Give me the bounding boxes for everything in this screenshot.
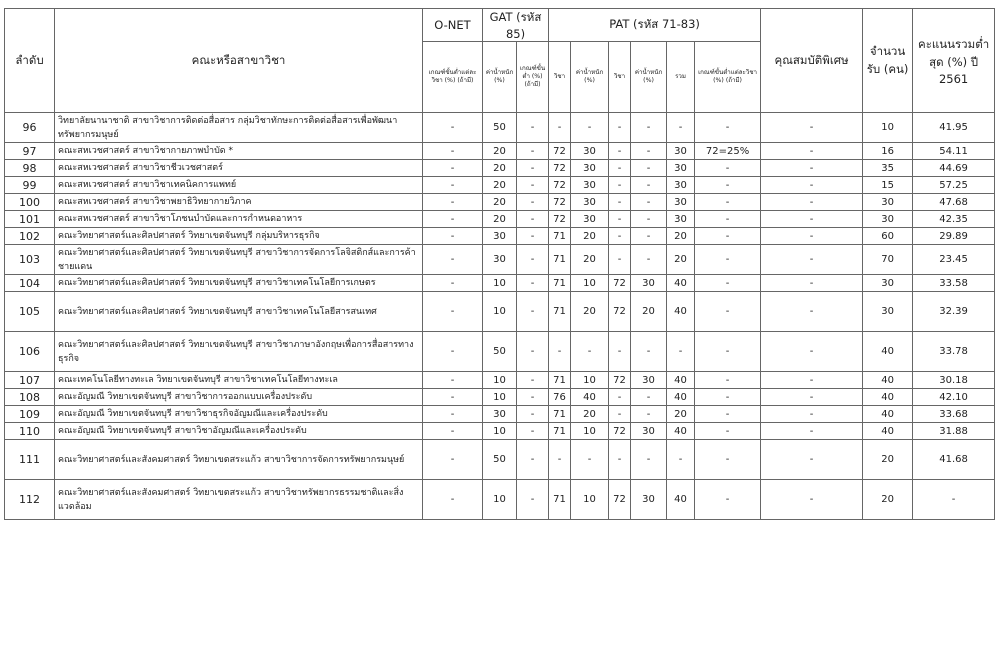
min-score-cell: 23.45 (913, 245, 995, 275)
order-cell: 100 (5, 194, 55, 211)
seats-cell: 40 (863, 423, 913, 440)
pat-subject-2-cell: - (609, 440, 631, 480)
table-row (5, 389, 995, 406)
gat-weight-cell: 10 (483, 423, 517, 440)
table-row (5, 245, 995, 275)
gat-weight-cell: 10 (483, 480, 517, 520)
header-pat: PAT (รหัส 71-83) (549, 9, 761, 42)
special-cell: - (761, 194, 863, 211)
gat-weight-cell: 50 (483, 332, 517, 372)
gat-min-cell: - (517, 292, 549, 332)
header-pat-min: เกณฑ์ขั้นต่ำแต่ละวิชา (%) (ถ้ามี) (695, 42, 761, 113)
special-cell: - (761, 440, 863, 480)
min-score-cell: 29.89 (913, 228, 995, 245)
gat-min-cell: - (517, 480, 549, 520)
order-cell: 108 (5, 389, 55, 406)
pat-weight-1-cell: 30 (571, 160, 609, 177)
pat-weight-1-cell: - (571, 332, 609, 372)
pat-weight-2-cell: - (631, 245, 667, 275)
table-row (5, 440, 995, 480)
header-gat-min: เกณฑ์ขั้นต่ำ (%) (ถ้ามี) (517, 42, 549, 113)
pat-weight-1-cell: 30 (571, 194, 609, 211)
seats-cell: 40 (863, 372, 913, 389)
order-cell: 112 (5, 480, 55, 520)
seats-cell: 35 (863, 160, 913, 177)
pat-weight-2-cell: - (631, 113, 667, 143)
order-cell: 109 (5, 406, 55, 423)
onet-min-cell: - (423, 480, 483, 520)
onet-min-cell: - (423, 332, 483, 372)
pat-subject-1-cell: 71 (549, 423, 571, 440)
pat-min-cell: - (695, 480, 761, 520)
program-cell: คณะวิทยาศาสตร์และศิลปศาสตร์ วิทยาเขตจันทบุรี กลุ่มบริหารธุรกิจ (55, 228, 423, 245)
table-row (5, 177, 995, 194)
gat-min-cell: - (517, 211, 549, 228)
pat-weight-2-cell: 30 (631, 480, 667, 520)
onet-min-cell: - (423, 211, 483, 228)
table-row (5, 143, 995, 160)
pat-weight-1-cell: 10 (571, 423, 609, 440)
pat-subject-2-cell: 72 (609, 480, 631, 520)
seats-cell: 15 (863, 177, 913, 194)
pat-weight-2-cell: - (631, 211, 667, 228)
header-gat-weight: ค่าน้ำหนัก (%) (483, 42, 517, 113)
special-cell: - (761, 160, 863, 177)
pat-total-cell: 30 (667, 211, 695, 228)
program-cell: คณะสหเวชศาสตร์ สาขาวิชาชีวเวชศาสตร์ (55, 160, 423, 177)
pat-weight-1-cell: 20 (571, 292, 609, 332)
min-score-cell: 30.18 (913, 372, 995, 389)
pat-subject-2-cell: - (609, 194, 631, 211)
table-row (5, 423, 995, 440)
pat-weight-1-cell: 10 (571, 372, 609, 389)
gat-min-cell: - (517, 389, 549, 406)
program-cell: คณะวิทยาศาสตร์และศิลปศาสตร์ วิทยาเขตจันทบุรี สาขาวิชาการจัดการโลจิสติกส์และการค้าชายแดน (55, 245, 423, 275)
min-score-cell: 44.69 (913, 160, 995, 177)
onet-min-cell: - (423, 423, 483, 440)
seats-cell: 70 (863, 245, 913, 275)
pat-subject-1-cell: 72 (549, 194, 571, 211)
gat-weight-cell: 30 (483, 245, 517, 275)
order-cell: 99 (5, 177, 55, 194)
program-cell: คณะสหเวชศาสตร์ สาขาวิชาพยาธิวิทยากายวิภาค (55, 194, 423, 211)
header-faculty: คณะหรือสาขาวิชา (55, 9, 423, 113)
pat-weight-2-cell: - (631, 332, 667, 372)
gat-min-cell: - (517, 160, 549, 177)
gat-min-cell: - (517, 113, 549, 143)
pat-subject-2-cell: 72 (609, 275, 631, 292)
table-row (5, 113, 995, 143)
header-seats: จำนวนรับ (คน) (863, 9, 913, 113)
order-cell: 111 (5, 440, 55, 480)
gat-min-cell: - (517, 332, 549, 372)
order-cell: 106 (5, 332, 55, 372)
seats-cell: 10 (863, 113, 913, 143)
special-cell: - (761, 177, 863, 194)
table-row (5, 160, 995, 177)
gat-min-cell: - (517, 143, 549, 160)
pat-weight-1-cell: 30 (571, 177, 609, 194)
special-cell: - (761, 228, 863, 245)
header-pat-total: รวม (667, 42, 695, 113)
pat-subject-2-cell: - (609, 143, 631, 160)
pat-total-cell: - (667, 440, 695, 480)
pat-subject-2-cell: 72 (609, 292, 631, 332)
seats-cell: 16 (863, 143, 913, 160)
pat-subject-1-cell: 72 (549, 143, 571, 160)
pat-subject-2-cell: - (609, 406, 631, 423)
pat-subject-1-cell: 76 (549, 389, 571, 406)
pat-min-cell: - (695, 113, 761, 143)
program-cell: คณะวิทยาศาสตร์และสังคมศาสตร์ วิทยาเขตสระแก้ว สาขาวิชาทรัพยากรธรรมชาติและสิ่งแวดล้อม (55, 480, 423, 520)
min-score-cell: - (913, 480, 995, 520)
gat-weight-cell: 20 (483, 177, 517, 194)
gat-weight-cell: 10 (483, 275, 517, 292)
pat-min-cell: - (695, 423, 761, 440)
min-score-cell: 41.68 (913, 440, 995, 480)
program-cell: คณะเทคโนโลยีทางทะเล วิทยาเขตจันทบุรี สาขาวิชาเทคโนโลยีทางทะเล (55, 372, 423, 389)
onet-min-cell: - (423, 194, 483, 211)
pat-subject-1-cell: 71 (549, 292, 571, 332)
header-pat-subject-2: วิชา (609, 42, 631, 113)
gat-min-cell: - (517, 245, 549, 275)
table-row (5, 480, 995, 520)
header-pat-subject-1: วิชา (549, 42, 571, 113)
seats-cell: 30 (863, 275, 913, 292)
onet-min-cell: - (423, 372, 483, 389)
pat-weight-1-cell: - (571, 113, 609, 143)
min-score-cell: 41.95 (913, 113, 995, 143)
gat-weight-cell: 30 (483, 406, 517, 423)
table-row (5, 372, 995, 389)
pat-weight-1-cell: - (571, 440, 609, 480)
pat-total-cell: 40 (667, 389, 695, 406)
onet-min-cell: - (423, 406, 483, 423)
gat-weight-cell: 10 (483, 292, 517, 332)
pat-subject-2-cell: - (609, 177, 631, 194)
program-cell: คณะวิทยาศาสตร์และศิลปศาสตร์ วิทยาเขตจันทบุรี สาขาวิชาเทคโนโลยีสารสนเทศ (55, 292, 423, 332)
min-score-cell: 42.10 (913, 389, 995, 406)
order-cell: 110 (5, 423, 55, 440)
gat-min-cell: - (517, 194, 549, 211)
pat-total-cell: 40 (667, 372, 695, 389)
header-gat: GAT (รหัส 85) (483, 9, 549, 42)
onet-min-cell: - (423, 292, 483, 332)
pat-subject-1-cell: 72 (549, 160, 571, 177)
pat-total-cell: 30 (667, 143, 695, 160)
program-cell: คณะสหเวชศาสตร์ สาขาวิชาเทคนิคการแพทย์ (55, 177, 423, 194)
order-cell: 96 (5, 113, 55, 143)
pat-min-cell: - (695, 292, 761, 332)
program-cell: คณะวิทยาศาสตร์และศิลปศาสตร์ วิทยาเขตจันทบุรี สาขาวิชาเทคโนโลยีการเกษตร (55, 275, 423, 292)
gat-min-cell: - (517, 228, 549, 245)
pat-min-cell: - (695, 440, 761, 480)
min-score-cell: 33.68 (913, 406, 995, 423)
pat-min-cell: - (695, 245, 761, 275)
order-cell: 97 (5, 143, 55, 160)
pat-subject-2-cell: - (609, 160, 631, 177)
program-cell: คณะอัญมณี วิทยาเขตจันทบุรี สาขาวิชาธุรกิจอัญมณีและเครื่องประดับ (55, 406, 423, 423)
pat-min-cell: - (695, 332, 761, 372)
gat-min-cell: - (517, 177, 549, 194)
header-pat-weight-2: ค่าน้ำหนัก (%) (631, 42, 667, 113)
pat-weight-2-cell: - (631, 440, 667, 480)
pat-subject-2-cell: - (609, 211, 631, 228)
pat-min-cell: - (695, 177, 761, 194)
seats-cell: 20 (863, 480, 913, 520)
min-score-cell: 33.78 (913, 332, 995, 372)
min-score-cell: 31.88 (913, 423, 995, 440)
table-header (5, 9, 995, 113)
min-score-cell: 42.35 (913, 211, 995, 228)
gat-min-cell: - (517, 275, 549, 292)
table-body (5, 113, 995, 520)
min-score-cell: 32.39 (913, 292, 995, 332)
pat-total-cell: 30 (667, 160, 695, 177)
pat-weight-1-cell: 20 (571, 228, 609, 245)
pat-subject-1-cell: - (549, 440, 571, 480)
special-cell: - (761, 113, 863, 143)
special-cell: - (761, 372, 863, 389)
pat-subject-1-cell: 71 (549, 480, 571, 520)
table-row (5, 194, 995, 211)
special-cell: - (761, 143, 863, 160)
program-cell: คณะสหเวชศาสตร์ สาขาวิชาโภชนบำบัดและการกำหนดอาหาร (55, 211, 423, 228)
special-cell: - (761, 292, 863, 332)
gat-weight-cell: 30 (483, 228, 517, 245)
pat-min-cell: - (695, 389, 761, 406)
pat-subject-2-cell: - (609, 245, 631, 275)
special-cell: - (761, 332, 863, 372)
pat-subject-1-cell: 72 (549, 177, 571, 194)
pat-weight-2-cell: - (631, 406, 667, 423)
onet-min-cell: - (423, 245, 483, 275)
pat-subject-2-cell: - (609, 113, 631, 143)
onet-min-cell: - (423, 113, 483, 143)
pat-subject-1-cell: 71 (549, 372, 571, 389)
onet-min-cell: - (423, 228, 483, 245)
pat-total-cell: 20 (667, 245, 695, 275)
pat-weight-2-cell: - (631, 177, 667, 194)
special-cell: - (761, 406, 863, 423)
special-cell: - (761, 423, 863, 440)
order-cell: 103 (5, 245, 55, 275)
pat-weight-2-cell: 30 (631, 423, 667, 440)
pat-subject-1-cell: 71 (549, 245, 571, 275)
order-cell: 105 (5, 292, 55, 332)
gat-weight-cell: 10 (483, 389, 517, 406)
pat-subject-1-cell: 72 (549, 211, 571, 228)
table-row (5, 406, 995, 423)
header-onet-min: เกณฑ์ขั้นต่ำแต่ละวิชา (%) (ถ้ามี) (423, 42, 483, 113)
pat-subject-1-cell: 71 (549, 228, 571, 245)
table-row (5, 211, 995, 228)
order-cell: 104 (5, 275, 55, 292)
seats-cell: 40 (863, 332, 913, 372)
gat-min-cell: - (517, 406, 549, 423)
pat-min-cell: - (695, 275, 761, 292)
pat-total-cell: 40 (667, 275, 695, 292)
header-order: ลำดับ (5, 9, 55, 113)
pat-weight-2-cell: - (631, 194, 667, 211)
seats-cell: 20 (863, 440, 913, 480)
pat-total-cell: - (667, 332, 695, 372)
pat-min-cell: - (695, 211, 761, 228)
onet-min-cell: - (423, 275, 483, 292)
gat-min-cell: - (517, 440, 549, 480)
admission-table-page (4, 8, 994, 520)
gat-weight-cell: 20 (483, 194, 517, 211)
pat-weight-1-cell: 20 (571, 406, 609, 423)
seats-cell: 30 (863, 292, 913, 332)
pat-subject-2-cell: - (609, 228, 631, 245)
pat-weight-2-cell: 30 (631, 275, 667, 292)
pat-total-cell: - (667, 113, 695, 143)
header-pat-weight-1: ค่าน้ำหนัก (%) (571, 42, 609, 113)
pat-total-cell: 30 (667, 194, 695, 211)
order-cell: 101 (5, 211, 55, 228)
gat-weight-cell: 50 (483, 440, 517, 480)
program-cell: คณะวิทยาศาสตร์และสังคมศาสตร์ วิทยาเขตสระแก้ว สาขาวิชาการจัดการทรัพยากรมนุษย์ (55, 440, 423, 480)
gat-weight-cell: 10 (483, 372, 517, 389)
pat-subject-2-cell: - (609, 389, 631, 406)
pat-weight-1-cell: 10 (571, 480, 609, 520)
order-cell: 102 (5, 228, 55, 245)
pat-min-cell: 72=25% (695, 143, 761, 160)
program-cell: คณะอัญมณี วิทยาเขตจันทบุรี สาขาวิชาการออกแบบเครื่องประดับ (55, 389, 423, 406)
pat-weight-1-cell: 10 (571, 275, 609, 292)
special-cell: - (761, 275, 863, 292)
pat-weight-2-cell: - (631, 228, 667, 245)
gat-weight-cell: 20 (483, 143, 517, 160)
order-cell: 107 (5, 372, 55, 389)
pat-weight-2-cell: 30 (631, 372, 667, 389)
program-cell: วิทยาลัยนานาชาติ สาขาวิชาการติดต่อสื่อสาร กลุ่มวิชาทักษะการติดต่อสื่อสารเพื่อพัฒนาทรัพยากรมนุษย์ (55, 113, 423, 143)
seats-cell: 40 (863, 406, 913, 423)
pat-subject-2-cell: 72 (609, 423, 631, 440)
pat-min-cell: - (695, 194, 761, 211)
table-row (5, 275, 995, 292)
seats-cell: 30 (863, 194, 913, 211)
program-cell: คณะอัญมณี วิทยาเขตจันทบุรี สาขาวิชาอัญมณีและเครื่องประดับ (55, 423, 423, 440)
seats-cell: 60 (863, 228, 913, 245)
table-row (5, 292, 995, 332)
admission-criteria-table (4, 8, 995, 520)
min-score-cell: 33.58 (913, 275, 995, 292)
pat-total-cell: 40 (667, 292, 695, 332)
table-row (5, 228, 995, 245)
pat-weight-1-cell: 30 (571, 143, 609, 160)
gat-weight-cell: 20 (483, 211, 517, 228)
header-onet: O-NET (423, 9, 483, 42)
pat-total-cell: 20 (667, 228, 695, 245)
gat-min-cell: - (517, 372, 549, 389)
special-cell: - (761, 389, 863, 406)
min-score-cell: 54.11 (913, 143, 995, 160)
order-cell: 98 (5, 160, 55, 177)
pat-subject-1-cell: - (549, 113, 571, 143)
header-min-score: คะแนนรวมต่ำสุด (%) ปี 2561 (913, 9, 995, 113)
pat-weight-1-cell: 30 (571, 211, 609, 228)
special-cell: - (761, 211, 863, 228)
pat-subject-1-cell: 71 (549, 275, 571, 292)
pat-weight-2-cell: - (631, 143, 667, 160)
pat-weight-2-cell: - (631, 160, 667, 177)
seats-cell: 30 (863, 211, 913, 228)
pat-weight-1-cell: 20 (571, 245, 609, 275)
program-cell: คณะวิทยาศาสตร์และศิลปศาสตร์ วิทยาเขตจันทบุรี สาขาวิชาภาษาอังกฤษเพื่อการสื่อสารทางธุรกิจ (55, 332, 423, 372)
special-cell: - (761, 480, 863, 520)
onet-min-cell: - (423, 177, 483, 194)
seats-cell: 40 (863, 389, 913, 406)
min-score-cell: 47.68 (913, 194, 995, 211)
pat-weight-2-cell: 20 (631, 292, 667, 332)
pat-total-cell: 30 (667, 177, 695, 194)
pat-weight-1-cell: 40 (571, 389, 609, 406)
pat-subject-2-cell: 72 (609, 372, 631, 389)
onet-min-cell: - (423, 160, 483, 177)
pat-weight-2-cell: - (631, 389, 667, 406)
pat-subject-2-cell: - (609, 332, 631, 372)
header-special: คุณสมบัติพิเศษ (761, 9, 863, 113)
pat-min-cell: - (695, 372, 761, 389)
pat-min-cell: - (695, 228, 761, 245)
onet-min-cell: - (423, 143, 483, 160)
onet-min-cell: - (423, 440, 483, 480)
pat-subject-1-cell: 71 (549, 406, 571, 423)
min-score-cell: 57.25 (913, 177, 995, 194)
gat-min-cell: - (517, 423, 549, 440)
table-row (5, 332, 995, 372)
gat-weight-cell: 50 (483, 113, 517, 143)
special-cell: - (761, 245, 863, 275)
program-cell: คณะสหเวชศาสตร์ สาขาวิชากายภาพบำบัด * (55, 143, 423, 160)
pat-total-cell: 40 (667, 480, 695, 520)
pat-total-cell: 20 (667, 406, 695, 423)
pat-min-cell: - (695, 406, 761, 423)
onet-min-cell: - (423, 389, 483, 406)
pat-total-cell: 40 (667, 423, 695, 440)
gat-weight-cell: 20 (483, 160, 517, 177)
pat-subject-1-cell: - (549, 332, 571, 372)
pat-min-cell: - (695, 160, 761, 177)
